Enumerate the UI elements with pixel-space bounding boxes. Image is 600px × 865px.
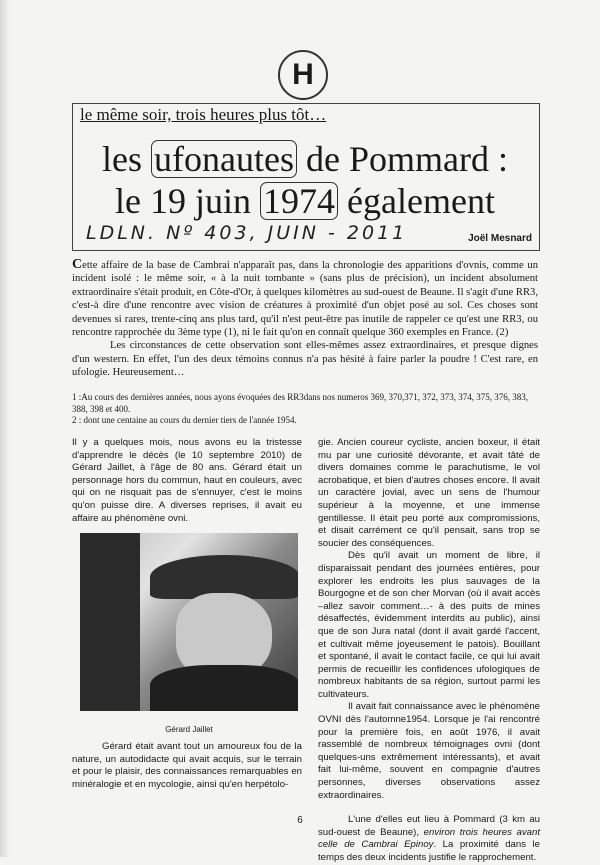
title-text: de Pommard : xyxy=(296,139,508,179)
paragraph: Il avait fait connaissance avec le phénomène OVNI dès l'automne1954. Lorsque je l'ai rencontré pour la première fois, en août 1976, il avait rassemblé de nombreux témoignages ovni (dont quelques-uns extrêmement intéressants), et avait fait lui-même, souvent en compagnie d'autres personnes, diverses observations assez extraordinaires. xyxy=(318,701,540,801)
paragraph-text: . La proximité dans le temps des deux incidents justifie le rapprochement. xyxy=(318,839,540,863)
handwritten-reference: LDLN. Nº 403, JUIN - 2011 xyxy=(86,222,408,244)
paragraph: gie. Ancien coureur cycliste, ancien boxeur, il était mu par une curiosité dévorante, et avait tâté de divers domaines comme le parachutisme, le vol acrobatique, et bien d'autres choses encore. Il avait un caractère jovial, avec un sens de l'humour supérieur à la moyenne, et une immense gentillesse. Il était peu porté aux compromissions, et disait carrément ce qu'il pensait, sans trop se soucier des conséquences. xyxy=(318,437,540,549)
portrait-photo xyxy=(80,533,298,711)
photo-caption: Gérard Jaillet xyxy=(165,725,213,734)
article-title-line-2 xyxy=(72,180,538,222)
title-boxed-year: 1974 xyxy=(260,182,338,220)
left-column-top xyxy=(72,437,302,525)
title-text: les xyxy=(102,139,152,179)
photo-background xyxy=(80,533,140,711)
handwritten-circled-letter: H xyxy=(278,50,328,100)
paragraph: Dès qu'il avait un moment de libre, il disparaissait pendant des journées entières, pour explorer les endroits les plus sauvages de la Bourgogne et de son cher Morvan (où il avait accès –allez savoir comment…- à des puits de mines désaffectés, évidemment interdits au public), ainsi que de son Jura natal (dont il avait gardé l'accent, et cultivait même joyeusement le patois). Bouillant et spontané, il avait le contact facile, ce qui lui avait permis de recueillir les confidences ufologiques de nombreux habitants de sa région, surtout parmi les cultivateurs. xyxy=(318,550,540,700)
dropcap: C xyxy=(72,257,83,272)
title-text: également xyxy=(338,181,495,221)
footnote: 2 : dont une centaine au cours du dernier tiers de l'année 1954. xyxy=(72,415,297,425)
page-number: 6 xyxy=(297,815,303,826)
intro-paragraph xyxy=(72,258,538,339)
paragraph: Il y a quelques mois, nous avons eu la tristesse d'apprendre le décès (le 10 septembre 2010) de Gérard Jaillet, à l'âge de 80 ans. Gérard était un personnage hors du commun, haut en couleurs, avec qui on ne risquait pas de s'ennuyer, c'est le moins qu'on puisse dire. A diverses reprises, il avait eu affaire au phénomène ovni. xyxy=(72,437,302,524)
right-column xyxy=(318,437,540,865)
footnotes xyxy=(72,392,538,427)
kicker: le même soir, trois heures plus tôt… xyxy=(80,105,327,124)
photo-coat xyxy=(150,665,298,711)
footnote: 1 :Au cours des dernières années, nous ayons évoquées des RR3dans nos numeros 369, 370,371, 372, 373, 374, 375, 376, 383, 388, 398 et 400. xyxy=(72,392,528,414)
paragraph: Gérard était avant tout un amoureux fou de la nature, un autodidacte qui avait acquis, sur le terrain et pour le plaisir, des connaissances remarquables en minéralogie et en mycologie, ainsi qu'en herpétolo- xyxy=(72,741,302,790)
intro-paragraph: Les circonstances de cette observation sont elles-mêmes assez extraordinaires, et presque dignes d'un western. En effet, l'un des deux témoins connus n'a pas hésité à faire parler la poudre ! C'est rare, en ufologie. Heureusement… xyxy=(72,340,538,379)
title-text: le 19 juin xyxy=(115,181,261,221)
paragraph-text: L'une d'elles eut lieu à Pommard (3 km au sud-ouest de Beaune), xyxy=(318,814,540,838)
page-edge xyxy=(0,0,10,857)
intro-paragraph-text: ette affaire de la base de Cambrai n'apparaît pas, dans la chronologie des apparitions d'ovnis, comme un incident isolé : le même soir, « à la nuit tombante » (sans plus de précision), un incident absolument extraordinaire s'était produit, en Côte-d'Or, à quelques kilomètres au sud-ouest de Beaune. Il s'agit d'une RR3, c'est-à dire d'une rencontre avec vision de créatures à proximité d'un objet posé au sol. Ces choses sont devenues si rares, trente-cinq ans plus tard, qu'il n'est peut-être pas inutile de rappeler ce qu'est une RR3, ou rencontre rapprochée du 3ème type (1), ni le fait qu'on en connaît quelque 360 exemples en France. (2) xyxy=(72,260,538,339)
title-boxed-word: ufonautes xyxy=(151,140,297,178)
left-column-bottom xyxy=(72,741,302,791)
article-title-line-1 xyxy=(72,138,538,180)
paragraph-emphasis: environ trois heures avant celle de Cambrai Epinoy xyxy=(318,826,540,851)
intro-text xyxy=(72,258,538,380)
author: Joël Mesnard xyxy=(468,233,532,244)
